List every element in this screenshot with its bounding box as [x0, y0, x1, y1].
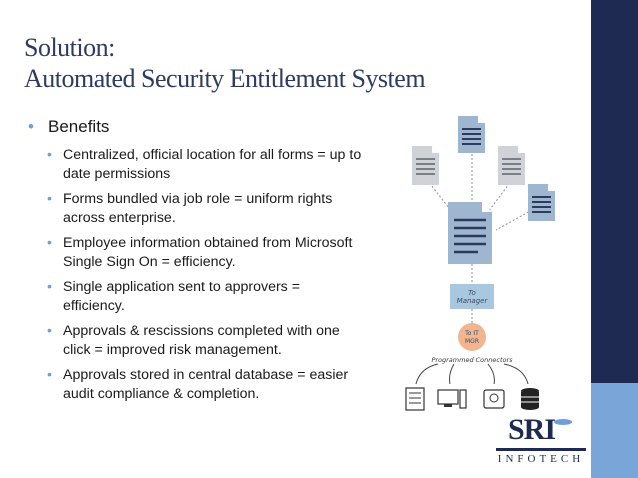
- it-manager-circle: [458, 323, 486, 351]
- document-icon: [528, 184, 555, 221]
- benefits-list: [28, 116, 368, 410]
- connectors-label: Programmed Connectors: [431, 356, 513, 364]
- slide-title-line-1: Solution:: [24, 33, 115, 62]
- slide-title-line-2: Automated Security Entitlement System: [24, 64, 426, 93]
- benefit-item: • Centralized, official location for all forms = up to date permissions: [47, 146, 363, 184]
- benefit-item: • Employee information obtained from Microsoft Single Sign On = efficiency.: [47, 234, 363, 272]
- slide-title: [24, 32, 584, 94]
- document-icon: [498, 146, 525, 185]
- central-document-icon: [448, 202, 492, 264]
- logo-sub-text: INFOTECH: [497, 453, 585, 465]
- benefit-item: • Approvals & rescissions completed with one click = improved risk management.: [47, 322, 363, 360]
- document-icon: [458, 116, 485, 153]
- connector-arrows: [416, 364, 528, 384]
- benefit-item: • Forms bundled via job role = uniform rights across enterprise.: [47, 190, 363, 228]
- it-circle-line-2: MGR: [465, 338, 479, 345]
- sri-infotech-logo: [494, 413, 588, 471]
- benefit-item: • Single application sent to approvers = efficiency.: [47, 278, 363, 316]
- it-circle-line-1: To IT: [465, 330, 479, 337]
- benefit-item: • Approvals stored in central database = easier audit compliance & completion.: [47, 366, 363, 404]
- right-side-band-accent: [591, 383, 638, 478]
- logo-underline: [496, 448, 586, 451]
- desktop-computer-icon: [438, 390, 466, 408]
- manager-box-label: To Manager: [456, 289, 488, 305]
- server-icon: [406, 388, 424, 410]
- database-icon: [521, 388, 539, 410]
- hard-drive-icon: [484, 390, 504, 408]
- workflow-diagram: [392, 112, 588, 418]
- document-icon: [412, 146, 439, 185]
- logo-swoosh: [554, 419, 572, 425]
- benefits-heading: • Benefits: [28, 116, 368, 138]
- logo-main-text: SRI: [508, 413, 556, 446]
